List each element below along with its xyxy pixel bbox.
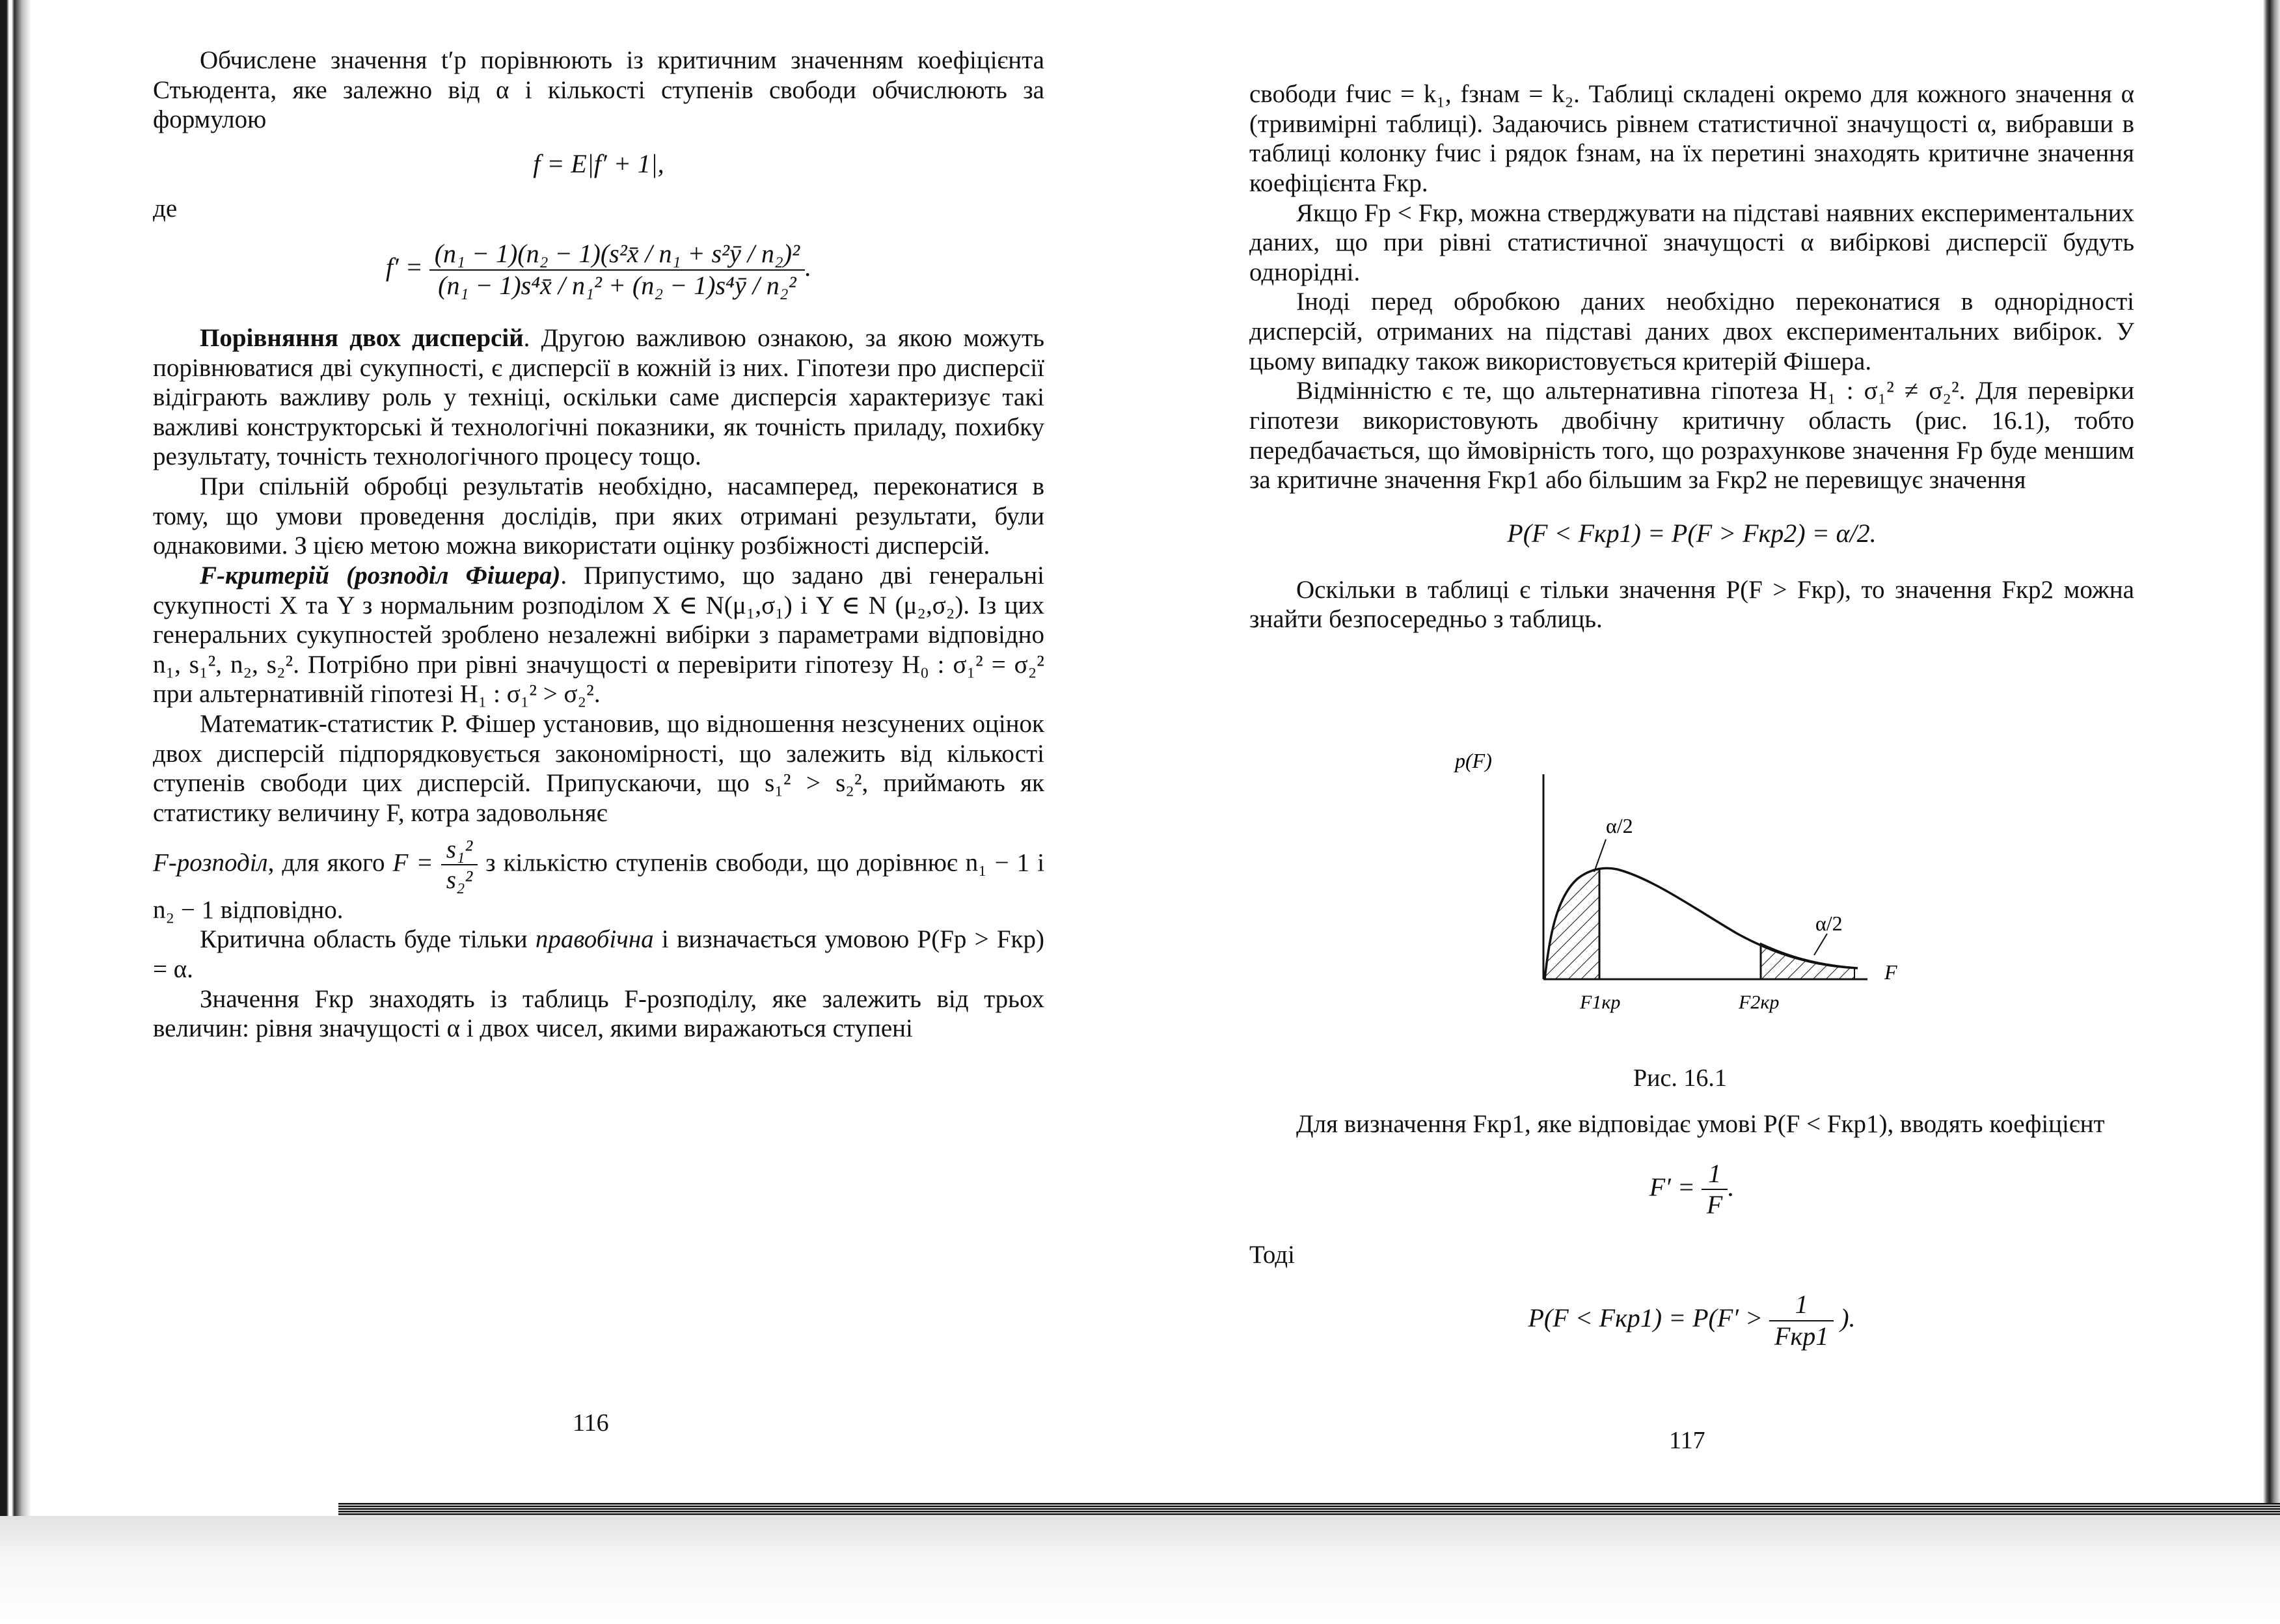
right-page [1249,79,2134,634]
formula-F-denominator: s₂² [446,866,473,895]
formula-last-den: Fкр1 [1774,1321,1829,1351]
word-tody: Тоді [1249,1241,1295,1269]
text-f-distribution-b: з кількістю ступенів свободи, що дорівнює n₁ − 1 і n₂ − 1 відповідно. [153,848,1045,924]
figure-f-distribution [1438,748,1933,1022]
alpha-left-leader [1594,839,1606,872]
text-variance-comparison: . Другою важливою ознакою, за якою можуть порівнюватися дві сукупності, є дисперсії в кожній із них. Гіпотези про дисперсії відіграють важливу роль у техніці, оскільки саме дисперсія характеризує такі важливі конструкторські й технологічні показники, як точність приладу, похибку результату, точність технологічного процесу тощо. [153,323,1044,471]
heading-variance-comparison: Порівняння двох дисперсій [200,323,524,352]
page-bottom-edge [338,1503,2280,1516]
term-f-distribution: F-розподіл [153,848,268,877]
f2-label: F2кр [1739,992,1780,1013]
right-page-lower [1249,1109,2134,1351]
formula-F-fraction [441,835,478,895]
text-f-criterion: . Припустимо, що задано дві генеральні сукупності X та Y з нормальним розподілом X ∈ N(μ₁,σ₁) і Y ∈ N (μ₂,σ₂). Із цих генеральних сукупностей зроблено незалежні вибірки з параметрами відповідно n₁, s₁², n₂, s₂². Потрібно при рівні значущості α перевірити гіпотезу H₀ : σ₁² = σ₂² при альтернативній гіпотезі H₁ : σ₁² > σ₂². [153,561,1044,709]
text-critical-region-b: і визначається умовою P(Fр > Fкр) = α. [153,925,1044,984]
paragraph-critical-region [153,925,1044,984]
book-spine-left [0,0,31,1624]
paragraph-table-only: Оскільки в таблиці є тільки значення P(F > Fкр), то значення Fкр2 можна знайти безпосередньо з таблиць. [1249,575,2134,634]
formula-F-numerator: s₁² [441,835,478,866]
formula-f-prime-lhs: f′ = [385,252,423,282]
paragraph-homogeneous: Якщо Fр < Fкр, можна стверджувати на підставі наявних експериментальних даних, що при рівні статистичної значущості α вибіркові дисперсії будуть однорідні. [1249,198,2134,286]
left-page [153,46,1044,1044]
f-distribution-plot [1438,748,1933,1022]
scan-bottom-shadow [0,1516,2280,1624]
x-axis-label: F [1884,960,1897,984]
paragraph-f-criterion [153,561,1044,709]
word-de: де [153,194,178,223]
text-f-distribution-a: , для якого [267,848,385,877]
paragraph-student-coefficient: Обчислене значення t′р порівнюють із критичним значенням коефіцієнта Стьюдента, яке залежно від α і кількості ступенів свободи обчислюють за формулою [153,46,1044,134]
formula-f-prime-reciprocal-fraction [1702,1159,1728,1221]
formula-last-lhs: P(F < Fкр1) = P(F′ > [1528,1303,1763,1333]
f1-label: F1кр [1580,992,1621,1013]
figure-caption: Рис. 16.1 [1633,1064,1727,1092]
formula-last [1249,1290,2134,1352]
page-number-right: 117 [1669,1427,1705,1454]
paragraph-two-sided: Відмінністю є те, що альтернативна гіпотеза H₁ : σ₁² ≠ σ₂². Для перевірки гіпотези використовують двобічну критичну область (рис. 16.1), тобто передбачається, що ймовірність того, що розрахункове значення Fр буде меншим за критичне значення Fкр1 або більшим за Fкр2 не перевищує значення [1249,377,2134,494]
paragraph-degrees-of-freedom: свободи fчис = k₁, fзнам = k₂. Таблиці складені окремо для кожного значення α (тривимірні таблиці). Задаючись рівнем статистичної значущості α, вибравши в таблиці колонку fчис і рядок fзнам, на їх перетині знаходять критичне значення коефіцієнта Fкр. [1249,80,2134,197]
paragraph-table-values: Значення Fкр знаходять із таблиць F-розподілу, яке залежить від трьох величин: рівня значущості α і двох чисел, якими виражаються ступені [153,984,1044,1043]
paragraph-homogeneity-check: Іноді перед обробкою даних необхідно переконатися в однорідності дисперсій, отриманих на підставі даних двох експериментальних вибірок. У цьому випадку також використовується критерій Фішера. [1249,288,2134,375]
formula-F-lhs: F = [392,848,433,877]
paragraph-fisher: Математик-статистик Р. Фішер установив, що відношення незсунених оцінок двох дисперсій підпорядковується закономірності, що залежить від кількості ступенів свободи цих дисперсій. Припускаючи, що s₁² > s₂², приймають як статистику величину F, котра задовольняє [153,710,1044,827]
book-edge-right [2263,0,2280,1624]
formula-last-rhs: ). [1840,1303,1856,1333]
page-number-left: 116 [573,1409,609,1437]
formula-f-prime-reciprocal-lhs: F′ = [1649,1172,1695,1202]
formula-f-prime-numerator: (n₁ − 1)(n₂ − 1)(s²x̄ / n₁ + s²ȳ / n₂)² [429,239,805,271]
alpha-left-label: α/2 [1606,814,1633,837]
text-critical-region-a: Критична область буде тільки [200,925,536,954]
formula-f-prime-reciprocal-den: F [1706,1190,1723,1220]
heading-f-criterion: F-критерій (розподіл Фішера) [200,561,561,589]
formula-f-prime-reciprocal: F′ = $\frac{1}{F}$ . [1649,1158,1735,1220]
paragraph-variance-comparison [153,323,1044,472]
term-right-sided: правобічна [535,925,654,954]
formula-f-prime-fraction [429,239,805,301]
paragraph-f-distribution [153,835,1044,925]
y-axis-label: p(F) [1455,749,1492,772]
formula-probability: P(F < Fкр1) = P(F > Fкр2) = α/2. [1507,518,1877,548]
formula-last-fraction [1769,1290,1834,1352]
formula-last-num: 1 [1769,1290,1834,1321]
formula-f: f = E|f′ + 1|, [533,148,664,178]
alpha-right-leader [1814,934,1827,955]
alpha-right-label: α/2 [1815,912,1843,935]
paragraph-f-kr1: Для визначення Fкр1, яке відповідає умові P(F < Fкр1), вводять коефіцієнт [1296,1110,2105,1138]
formula-f-prime: f′ = $\frac{\text{(n₁ − 1)(n₂ − 1)(s²x̄ / n₁ + s²ȳ / n₂)²}}{\text{(n₁ − 1)s⁴x̄ / n₁² + (n₂ − 1)s⁴ȳ / n₂²}}$ . [385,239,812,301]
paragraph-joint-processing: При спільній обробці результатів необхідно, насамперед, переконатися в тому, що умови проведення дослідів, при яких отримані результати, були однаковими. З цією метою можна використати оцінку розбіжності дисперсій. [153,472,1044,560]
formula-f-prime-reciprocal-num: 1 [1702,1159,1728,1191]
formula-f-prime-denominator: (n₁ − 1)s⁴x̄ / n₁² + (n₂ − 1)s⁴ȳ / n₂² [438,271,796,301]
